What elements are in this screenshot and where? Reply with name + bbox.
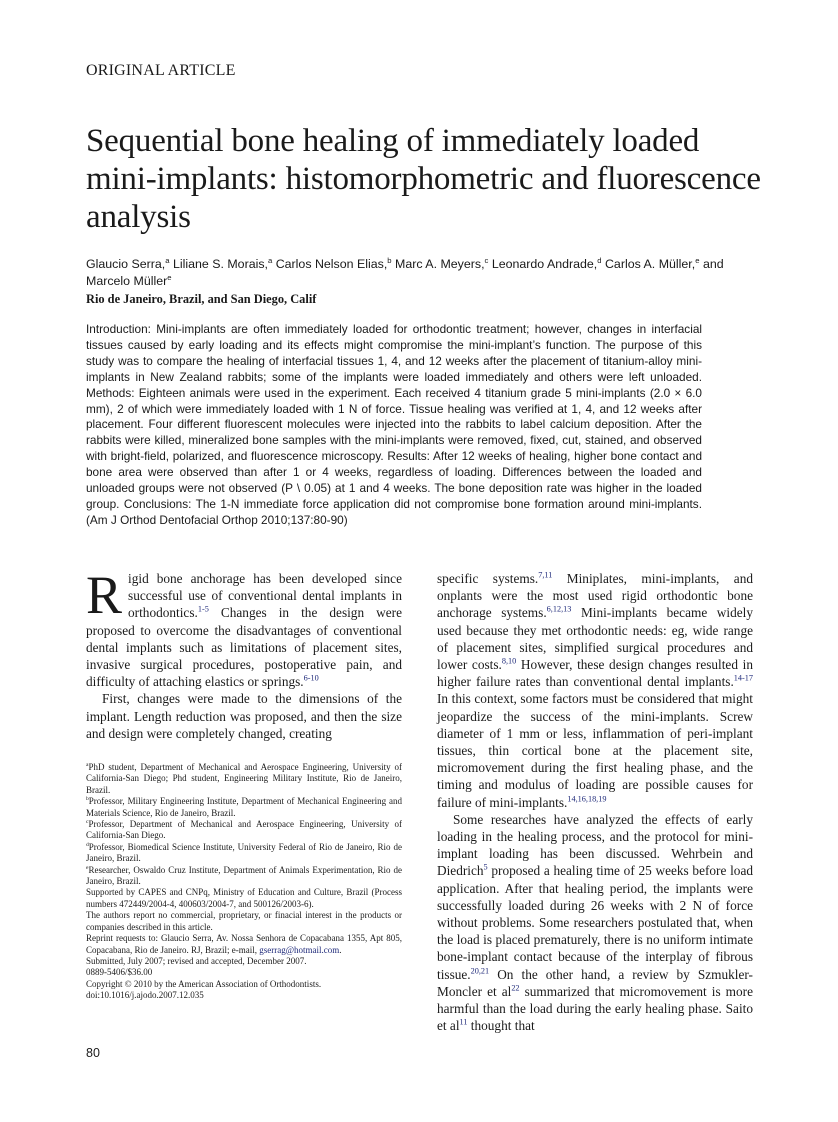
author-name: and Marcelo Müller [86, 257, 724, 288]
footnote-mark: c [86, 819, 89, 826]
issn: 0889-5406/$36.00 [86, 967, 153, 978]
doi[interactable]: doi:10.1016/j.ajodo.2007.12.035 [86, 990, 204, 1001]
reference-link[interactable]: 14-17 [733, 673, 753, 683]
affiliation-location: Rio de Janeiro, Brazil, and San Diego, Calif [86, 292, 317, 306]
reference-link[interactable]: 14,16,18,19 [567, 794, 607, 804]
body-paragraph [86, 565, 402, 690]
author-affiliation-mark: a [267, 255, 273, 265]
author-name: Liliane S. Morais, [172, 257, 268, 271]
footnote-mark: d [86, 841, 89, 848]
author-name: Carlos A. Müller, [604, 257, 696, 271]
body-paragraph [437, 570, 753, 811]
reprint-text-end: . [339, 944, 342, 955]
copyright: Copyright © 2010 by the American Association of Orthodontists. [86, 978, 322, 989]
body-text: thought that [467, 1018, 535, 1034]
footnote-text: Professor, Military Engineering Institute, Department of Mechanical Engineering and Materials Science, Rio de Janeiro, Brazil. [86, 796, 402, 818]
author-affiliation-mark: e [695, 255, 700, 265]
footnote-mark: a [86, 762, 89, 768]
body-text: In this context, some factors must be considered that might jeopardize the success of the mini-implants. Screw diameter of 1 mm or less, inflammation of peri-implant tissues, thin cortical bone at the placement site, micromovement during the first healing phase, and the timing and modulus of loading are possible causes for failure of mini-implants. [437, 691, 753, 810]
body-text: Changes in the design were proposed to overcome the disadvantages of conventional dental implants such as limitations of placement sites, invasive surgical procedures, postoperative pain, and difficulty of attaching elastics or springs. [86, 605, 402, 690]
footnote [86, 796, 402, 819]
disclosure-note: The authors report no commercial, proprietary, or finacial interest in the products or companies described in this article. [86, 910, 402, 932]
body-paragraph: First, changes were made to the dimensions of the implant. Length reduction was proposed, and then the size and design were completely changed, creating [86, 691, 402, 741]
body-column-left [86, 565, 402, 742]
body-text: specific systems. [437, 571, 539, 586]
body-text: summarized that micromovement is more harmful than the load during the early healing phase. Saito et al [437, 983, 753, 1034]
author-name: Carlos Nelson Elias, [275, 257, 388, 271]
page-number: 80 [86, 1046, 100, 1060]
author-affiliation-mark: a [165, 255, 170, 265]
reference-link[interactable]: 11 [459, 1017, 468, 1027]
footnote-text: Researcher, Oswaldo Cruz Institute, Department of Animals Experimentation, Rio de Janeiro, Brazil. [86, 864, 402, 887]
footnote [86, 865, 402, 888]
author-affiliation-mark: e [167, 272, 172, 282]
reference-link[interactable]: 22 [511, 983, 520, 993]
footnotes [86, 762, 402, 1002]
footnote-text: Professor, Biomedical Science Institute, University Federal of Rio de Janeiro, Rio de Janeiro, Brazil. [86, 841, 402, 864]
author-name: Glaucio Serra, [86, 257, 166, 271]
reprint-text: Reprint requests to: Glaucio Serra, Av. Nossa Senhora de Copacabana 1355, Apt 805, Copacabana, Rio de Janeiro. RJ, Brazil; e-mail, [86, 933, 402, 955]
footnote-mark: b [86, 796, 89, 803]
body-text: Some researches have analyzed the effects of early loading in the healing process, and the protocol for mini-implant loading has been discussed. Wehrbein and Diedrich [437, 811, 753, 879]
reference-link[interactable]: 7,11 [538, 570, 553, 580]
reference-link[interactable]: 6,12,13 [546, 604, 572, 614]
reference-link[interactable]: 5 [483, 863, 488, 873]
reference-link[interactable]: 6-10 [303, 673, 319, 683]
footnote [86, 819, 402, 842]
body-text: Miniplates, mini-implants, and onplants were the most used rigid orthodontic bone anchorage systems. [437, 571, 753, 621]
drop-cap: R [86, 565, 123, 625]
footnote-mark: e [86, 864, 89, 871]
body-text: On the other hand, a review by Szmukler-Moncler et al [437, 966, 753, 999]
author-affiliation-mark: d [597, 255, 602, 265]
footnote-text: PhD student, Department of Mechanical and Aerospace Engineering, University of California-San Diego; Phd student, Engineering Military Institute, Rio de Janeiro, Brazil. [86, 762, 402, 795]
author-list [86, 256, 758, 290]
reference-link[interactable]: 20,21 [470, 966, 490, 976]
body-text: However, these design changes resulted in higher failure rates than conventional dental implants. [437, 657, 753, 690]
body-text: igid bone anchorage has been developed since successful use of conventional dental implants in orthodontics. [128, 571, 402, 621]
article-title: Sequential bone healing of immediately loaded mini-implants: histomorphometric and fluorescence analysis [86, 123, 761, 235]
author-name: Leonardo Andrade, [491, 257, 598, 271]
author-affiliation-mark: b [387, 255, 392, 265]
abstract: Introduction: Mini-implants are often immediately loaded for orthodontic treatment; however, changes in interfacial tissues caused by early loading and its effects might compromise the mini-implant’s function. The purpose of this study was to compare the healing of interfacial tissues 1, 4, and 12 weeks after the placement of titanium-alloy mini-implants in New Zealand rabbits; some of the implants were loaded immediately and others were left unloaded. Methods: Eighteen animals were used in the experiment. Each received 4 titanium grade 5 mini-implants (2.0 × 6.0 mm), 2 of which were immediately loaded with 1 N of force. Tissue healing was verified at 1, 4, and 12 weeks after placement. Four different fluorescent molecules were injected into the rabbits to label calcium deposition. After the rabbits were killed, mineralized bone samples with the mini-implants were removed, fixed, cut, stained, and observed with bright-field, polarized, and fluorescence microscopy. Results: After 12 weeks of healing, higher bone contact and bone area were observed than after 1 or 4 weeks, regardless of loading. Differences between the loaded and unloaded groups were not observed (P \ 0.05) at 1 and 4 weeks. The bone deposition rate was higher in the loaded group. Conclusions: The 1-N immediate force application did not compromise bone formation around mini-implants. (Am J Orthod Dentofacial Orthop 2010;137:80-90) [86, 322, 702, 527]
section-label: ORIGINAL ARTICLE [86, 62, 236, 79]
body-text: Mini-implants became widely used because they met orthodontic needs: eg, wide range of placement sites, simplified surgical procedures and lower costs. [437, 605, 753, 673]
footnote [86, 762, 402, 796]
footnote [86, 842, 402, 865]
body-text: proposed a healing time of 25 weeks before load application. After that healing period, the implants were successfully loaded during 26 weeks with 2 N of force without problems. Some researchers postulated that, when the load is placed prematurely, there is no uniform intimate bone-implant contact because of the interplay of fibrous tissue. [437, 863, 753, 982]
funding-note: Supported by CAPES and CNPq, Ministry of Education and Culture, Brazil (Process numbers 472449/2004-4, 400603/2004-7, and 500126/2003-6). [86, 887, 402, 909]
author-affiliation-mark: c [484, 255, 489, 265]
footnote-text: Professor, Department of Mechanical and Aerospace Engineering, University of California-San Diego. [86, 819, 402, 841]
body-column-right [437, 570, 753, 1034]
reference-link[interactable]: 8,10 [501, 656, 517, 666]
email-link[interactable]: gserrag@hotmail.com [259, 944, 340, 955]
body-paragraph [437, 811, 753, 1035]
reference-link[interactable]: 1-5 [197, 604, 209, 614]
author-name: Marc A. Meyers, [395, 257, 485, 271]
submission-note: Submitted, July 2007; revised and accepted, December 2007. [86, 955, 307, 966]
reprint-note [86, 933, 402, 956]
